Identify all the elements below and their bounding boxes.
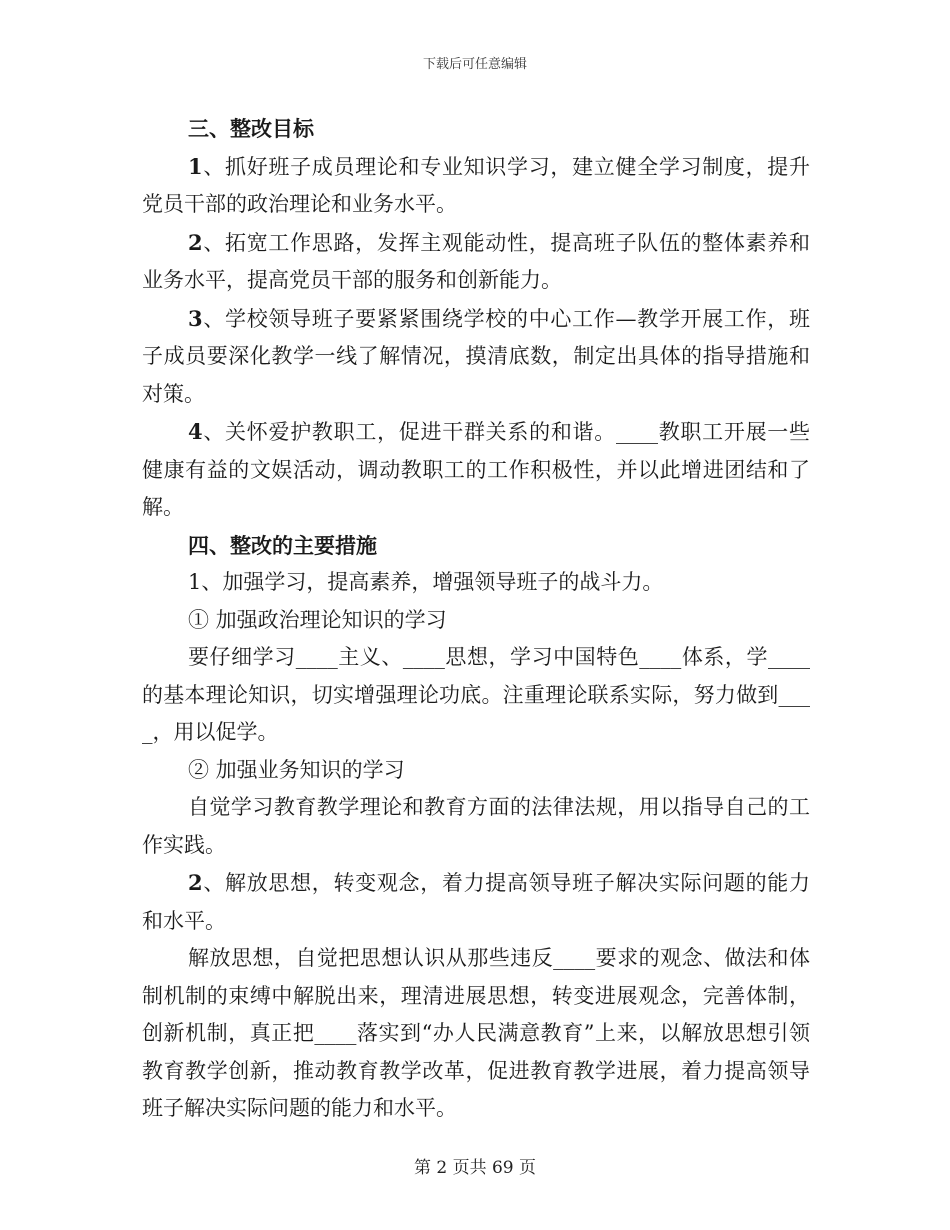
sub-measure-1-title: ① 加强政治理论知识的学习: [188, 607, 447, 632]
goal-item-text: 、抓好班子成员理论和专业知识学习，建立健全学习制度，提升党员干部的政治理论和业务水平。: [142, 154, 810, 216]
header-note: 下载后可任意编辑: [422, 57, 527, 72]
measure-1: 1、加强学习，提高素养，增强领导班子的战斗力。: [188, 570, 664, 594]
goal-item-number: 4: [188, 419, 203, 444]
goal-item-4: [142, 413, 810, 527]
measure-number: 2: [188, 870, 203, 895]
measure-2-body: 解放思想，自觉把思想认识从那些违反____要求的观念、做法和体制机制的束缚中解脱出来，理清进展思想，转变进展观念，完善体制，创新机制，真正把____落实到“办人民满意教育”上来，以解放思想引领教育教学创新，推动教育教学改革，促进教育教学进展，着力提高领导班子解决实际问题的能力和水平。: [142, 946, 810, 1120]
sub-measure-2-text: 自觉学习教育教学理论和教育方面的法律法规，用以指导自己的工作实践。: [142, 795, 810, 857]
page-footer: 第 2 页共 69 页: [413, 1158, 537, 1178]
measure-2: [142, 864, 810, 940]
goal-item-2: [142, 224, 810, 300]
section-heading-goals: 三、整改目标: [188, 116, 314, 141]
goal-item-text: 、拓宽工作思路，发挥主观能动性，提高班子队伍的整体素养和业务水平，提高党员干部的服务和创新能力。: [142, 230, 810, 292]
goal-item-text: 、学校领导班子要紧紧围绕学校的中心工作—教学开展工作，班子成员要深化教学一线了解情况，摸清底数，制定出具体的指导措施和对策。: [142, 306, 810, 406]
goal-item-number: 2: [188, 229, 203, 255]
section-heading-measures: 四、整改的主要措施: [188, 532, 377, 558]
goal-item-number: 1: [188, 153, 203, 179]
document-body: [142, 110, 810, 1128]
sub-measure-2-title: ② 加强业务知识的学习: [188, 757, 405, 782]
goal-item-number: 3: [188, 305, 203, 331]
goal-item-1: [142, 148, 810, 224]
sub-measure-1-text: 要仔细学习____主义、____思想，学习中国特色____体系，学____的基本理论知识，切实增强理论功底。注重理论联系实际，努力做到____，用以促学。: [142, 645, 810, 744]
measure-text: 、解放思想，转变观念，着力提高领导班子解决实际问题的能力和水平。: [142, 871, 810, 933]
goal-item-text: 、关怀爱护教职工，促进干群关系的和谐。____教职工开展一些健康有益的文娱活动，调动教职工的工作积极性，并以此增进团结和了解。: [142, 420, 810, 519]
goal-item-3: [142, 300, 810, 414]
